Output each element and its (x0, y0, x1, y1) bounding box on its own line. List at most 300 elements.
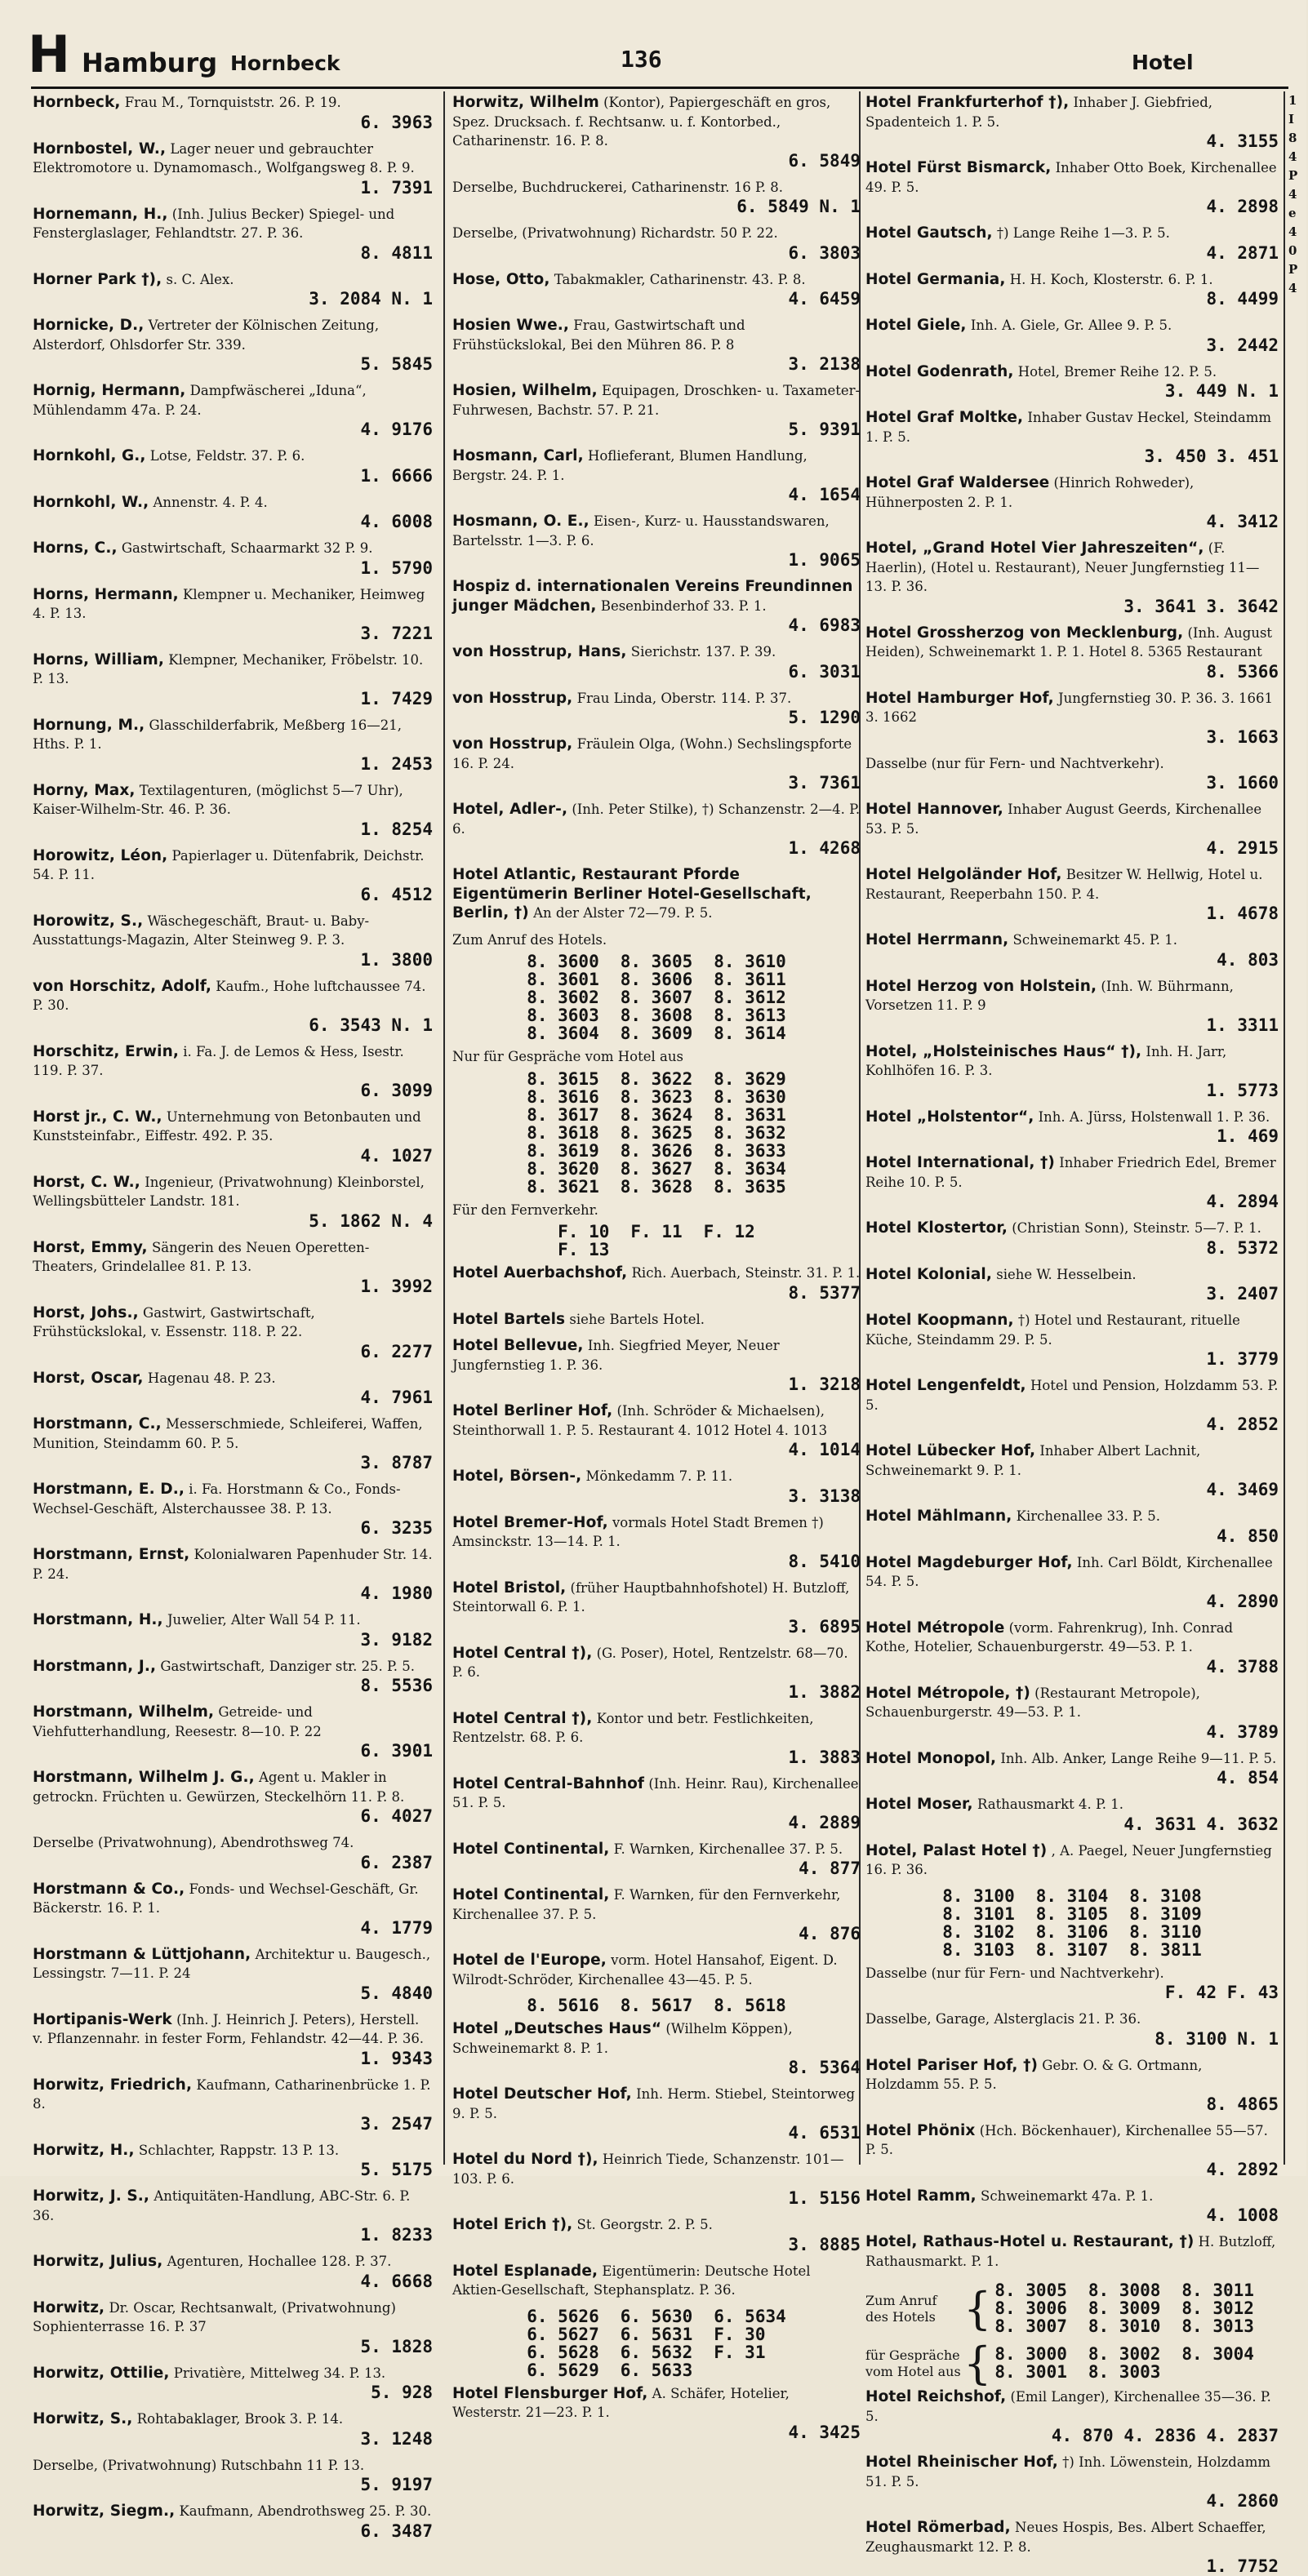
entry-name: Horstmann & Co., (33, 1880, 185, 1898)
entry-text (452, 1885, 861, 1924)
phone-number: 5. 4840 (360, 1983, 433, 2003)
entry-name: Hotel Monopol, (865, 1749, 997, 1767)
phone-number: 8. 3010 (1088, 2316, 1161, 2336)
entry-details: Kaufm., Hohe luftchaussee 74. P. 30. (33, 978, 426, 1013)
entry-name: Hornkohl, G., (33, 447, 146, 464)
entry-text (452, 178, 861, 198)
phone-number: 4. 1027 (360, 1145, 433, 1166)
entry-text (33, 1545, 433, 1583)
entry-details: Schweinemarkt 45. P. 1. (1012, 932, 1177, 948)
entry-name: Hotel Esplanade, (452, 2262, 598, 2280)
phone-number: 8. 3601 (527, 970, 599, 989)
entry-details: i. Fa. Horstmann & Co., Fonds-Wechsel-Geschäft, Alsterchaussee 38. P. 13. (33, 1481, 401, 1517)
phone-number: 3. 8787 (360, 1453, 433, 1472)
directory-entry (33, 2456, 433, 2495)
phone-number: 8. 3107 (1035, 1939, 1109, 1960)
entry-name: Horst, Johs., (33, 1304, 139, 1321)
directory-entry (865, 1795, 1279, 1834)
directory-entry (452, 2215, 861, 2254)
entry-text (452, 2085, 861, 2123)
phone-number: 8. 3622 (620, 1068, 693, 1089)
directory-entry (33, 716, 433, 774)
entry-name: Hotel Römerbad, (865, 2519, 1011, 2536)
phone-number: 6. 5629 (527, 2360, 599, 2380)
entry-name: Hotel Hannover, (865, 801, 1003, 818)
entry-details: Tabakmakler, Catharinenstr. 43. P. 8. (554, 271, 806, 287)
directory-entry (865, 158, 1279, 216)
entry-details: (Christian Sonn), Steinstr. 5—7. P. 1. (1012, 1220, 1261, 1236)
phone-number: 6. 3901 (360, 1741, 433, 1761)
phone-number: 8. 3625 (620, 1122, 693, 1143)
entry-details: Architektur u. Baugesch., Lessingstr. 7—11. P. 24 (33, 1946, 431, 1981)
directory-entry (865, 2518, 1279, 2576)
directory-entry (452, 2150, 861, 2208)
phone-number: 3. 6895 (788, 1616, 861, 1637)
directory-entry (865, 1441, 1279, 1499)
entry-text (33, 1833, 433, 1853)
phone-number: 8. 3604 (527, 1024, 599, 1043)
edge-character: 4 (1288, 224, 1297, 239)
entry-text (452, 735, 861, 773)
directory-entry (452, 381, 861, 439)
directory-entry (452, 1401, 861, 1459)
entry-name: Hotel Métropole (865, 1619, 1005, 1637)
entry-name: Horns, Hermann, (33, 585, 179, 603)
entry-text (452, 1401, 861, 1440)
directory-entry (865, 1507, 1279, 1546)
entry-text (33, 2298, 433, 2337)
entry-text (33, 1657, 433, 1677)
phone-number: 3. 7361 (788, 773, 861, 793)
entry-name: Hotel Grossherzog von Mecklenburg, (865, 624, 1184, 642)
entry-name: Horstmann, E. D., (33, 1481, 185, 1498)
directory-entry (452, 577, 861, 635)
entry-name: Hotel Bremer-Hof, (452, 1513, 608, 1531)
directory-entry (33, 1042, 433, 1100)
phone-number: 6. 3099 (360, 1080, 433, 1100)
entry-name: Hotel Graf Moltke, (865, 409, 1024, 426)
directory-entry (33, 1833, 433, 1872)
entry-details: Inhaber Gustav Heckel, Steindamm 1. P. 5. (865, 410, 1271, 445)
phone-number: 1. 6666 (360, 465, 433, 486)
entry-name: Hotel Métropole, †) (865, 1684, 1030, 1702)
entry-details: (Emil Langer), Kirchenallee 35—36. P. 5. (865, 2389, 1271, 2424)
entry-text (865, 539, 1279, 597)
entry-name: Hotel Herrmann, (865, 931, 1009, 948)
entry-text (33, 2502, 433, 2521)
entry-text (865, 754, 1279, 774)
phone-number: 3. 2442 (1206, 335, 1279, 355)
directory-entry (865, 1376, 1279, 1434)
entry-name: Horstmann, H., (33, 1611, 163, 1628)
directory-entry (865, 689, 1279, 747)
phone-number: 3. 2138 (788, 354, 861, 374)
entry-details: F. Warnken, Kirchenallee 37. P. 5. (613, 1841, 843, 1857)
entry-details: Frau M., Tornquiststr. 26. P. 19. (124, 95, 341, 110)
entry-details: Unternehmung von Betonbauten und Kunststeinfabr., Eiffestr. 492. P. 35. (33, 1108, 421, 1144)
entry-details: (Inh. Peter Stilke), †) Schanzenstr. 2—4. P. 6. (452, 802, 861, 837)
directory-entry (452, 800, 861, 858)
entry-name: Hotel du Nord †), (452, 2151, 598, 2168)
entry-text (33, 539, 433, 558)
directory-entry (452, 1264, 861, 1303)
phone-number: 3. 2407 (1206, 1284, 1279, 1304)
directory-entry (452, 178, 861, 217)
phone-number: 4. 850 (1217, 1526, 1279, 1546)
entry-name: Horstmann, J., (33, 1657, 157, 1675)
directory-entry (865, 1108, 1279, 1147)
entry-text (865, 930, 1279, 950)
entry-name: Horst, C. W., (33, 1173, 140, 1191)
entry-text (452, 800, 861, 838)
entry-details: Derselbe, (Privatwohnung) Richardstr. 50 P. 22. (452, 225, 778, 241)
entry-name: Hotel Atlantic, Restaurant Pforde Eigentümerin Berliner Hotel-Gesellschaft, Berlin, †) (452, 866, 812, 922)
phone-number: 6. 4027 (360, 1806, 433, 1826)
directory-entry (33, 781, 433, 839)
phone-number: 4. 3631 4. 3632 (1123, 1814, 1279, 1834)
directory-entry (33, 1480, 433, 1538)
directory-entry (33, 1238, 433, 1296)
entry-name: von Hosstrup, Hans, (452, 643, 627, 660)
phone-number: 8. 3609 (620, 1024, 693, 1043)
entry-text (865, 1108, 1279, 1127)
page-number: 136 (621, 46, 662, 73)
entry-details: , A. Paegel, Neuer Jungfernstieg 16. P. 36. (865, 1842, 1272, 1877)
phone-number: 4. 6459 (788, 289, 861, 309)
phone-number: 8. 3000 (994, 2344, 1067, 2364)
entry-details: Neues Hospis, Bes. Albert Schaeffer, Zeughausmarkt 12. P. 8. (865, 2520, 1266, 2555)
entry-text (865, 1619, 1279, 1657)
phone-number: 8. 3003 (1088, 2362, 1161, 2382)
entry-name: Hotel Central-Bahnhof (452, 1774, 645, 1792)
directory-entry (865, 1265, 1279, 1304)
phone-number: 4. 3425 (788, 2422, 861, 2442)
entry-details: Inh. Siegfried Meyer, Neuer Jungfernstieg 1. P. 36. (452, 1338, 780, 1373)
phone-number: 1. 8254 (360, 819, 433, 839)
entry-details: Inh. Herm. Stiebel, Steintorweg 9. P. 5. (452, 2086, 856, 2121)
directory-entry (452, 1579, 861, 1637)
phone-number: 3. 1663 (1206, 726, 1279, 747)
entry-text (865, 2010, 1279, 2029)
phone-number: 8. 3635 (714, 1176, 786, 1197)
phone-number-grid (452, 1223, 861, 1259)
brace-symbol: { (963, 2283, 992, 2334)
phone-number: 8. 3613 (714, 1006, 786, 1025)
directory-entry (33, 446, 433, 486)
entry-text (452, 642, 861, 662)
directory-entry (452, 865, 861, 923)
edge-character: e (1288, 206, 1297, 220)
directory-entry (865, 270, 1279, 309)
section-letter: H (28, 24, 70, 84)
directory-entry (865, 1311, 1279, 1369)
entry-text (865, 93, 1279, 131)
edge-character: P (1288, 168, 1298, 183)
entry-details: †) Hotel und Restaurant, rituelle Küche, Steindamm 29. P. 5. (865, 1312, 1240, 1348)
entry-text (33, 2010, 433, 2049)
entry-text (33, 1042, 433, 1081)
section-note: Zum Anruf des Hotels. (452, 931, 607, 948)
phone-number: 6. 5626 (527, 2306, 599, 2326)
entry-text (865, 1311, 1279, 1349)
directory-entry (452, 1840, 861, 1879)
directory-entry (865, 865, 1279, 923)
phone-number: 1. 2453 (360, 753, 433, 774)
entry-details: †) Lange Reihe 1—3. P. 5. (996, 225, 1170, 241)
phone-number: 1. 5156 (788, 2188, 861, 2208)
entry-name: Hotel Bellevue, (452, 1337, 584, 1354)
directory-entry (865, 1964, 1279, 2003)
entry-text (452, 2262, 861, 2300)
entry-details: s. C. Alex. (166, 271, 234, 287)
phone-number: 4. 3789 (1206, 1721, 1279, 1742)
directory-entry (865, 624, 1279, 682)
directory-entry (33, 1703, 433, 1761)
entry-text (865, 689, 1279, 727)
entry-name: Horwitz, Wilhelm (452, 94, 599, 111)
directory-entry (33, 1657, 433, 1696)
directory-entry (865, 2453, 1279, 2511)
directory-entry (452, 642, 861, 682)
phone-number: 6. 5631 (620, 2324, 693, 2344)
directory-entry (33, 1880, 433, 1938)
phone-number: 8. 5366 (1206, 661, 1279, 682)
directory-entry (33, 1108, 433, 1166)
column-left (33, 93, 433, 2541)
directory-entry (33, 585, 433, 643)
entry-text (865, 316, 1279, 335)
entry-text (33, 1703, 433, 1741)
entry-text (452, 2384, 861, 2423)
phone-number: 8. 3110 (1129, 1921, 1202, 1942)
entry-details: Juwelier, Alter Wall 54 P. 11. (167, 1612, 361, 1628)
entry-details: (Restaurant Metropole), Schauenburgerstr. 49—53. P. 1. (865, 1685, 1200, 1720)
entry-details: Kaufmann, Abendrothsweg 25. P. 30. (179, 2503, 432, 2519)
phone-number: 8. 3005 (994, 2281, 1067, 2300)
directory-entry (865, 2232, 1279, 2271)
entry-details: Frau Linda, Oberstr. 114. P. 37. (576, 690, 792, 706)
entry-details: (Inh. J. Heinrich J. Peters), Herstell. v. Pflanzennahr. in fester Form, Fehlandstr. 42—44. P. 36. (33, 2011, 425, 2046)
entry-details: Getreide- und Viehfutterhandlung, Reesestr. 8—10. P. 22 (33, 1704, 322, 1739)
phone-number: F. 13 (558, 1240, 610, 1259)
entry-text (865, 1153, 1279, 1192)
phone-number-grid (452, 2307, 861, 2379)
entry-name: Hosien Wwe., (452, 317, 570, 334)
directory-entry (452, 1310, 861, 1330)
entry-name: von Horschitz, Adolf, (33, 977, 212, 995)
phone-number: 6. 5632 (620, 2342, 693, 2362)
phone-number: 5. 9391 (788, 420, 861, 439)
entry-text (452, 1336, 861, 1375)
entry-text (452, 1774, 861, 1813)
entry-details: Besitzer W. Hellwig, Hotel u. Restaurant, Reeperbahn 150. P. 4. (865, 867, 1263, 902)
entry-name: Hotel Kolonial, (865, 1265, 993, 1283)
entry-name: Hotel Bartels (452, 1310, 566, 1328)
entry-text (33, 1173, 433, 1211)
entry-text (33, 1238, 433, 1277)
phone-number: 8. 3001 (994, 2362, 1067, 2382)
edge-character: 4 (1288, 281, 1297, 295)
phone-number-grid (994, 2345, 1254, 2381)
phone-number: 4. 1654 (788, 485, 861, 504)
entry-name: Horns, William, (33, 651, 165, 668)
phone-number: 6. 5849 (788, 150, 861, 171)
entry-details: Lager neuer und gebrauchter Elektromotore u. Dynamomasch., Wolfgangsweg 8. P. 9. (33, 140, 415, 175)
phone-number: 4. 2890 (1206, 1591, 1279, 1611)
phone-number: 4. 1014 (788, 1440, 861, 1459)
entry-details: Papierlager u. Dütenfabrik, Deichstr. 54. P. 11. (33, 847, 425, 882)
entry-text (33, 716, 433, 754)
entry-name: Horns, C., (33, 540, 118, 557)
phone-number: 8. 3631 (714, 1104, 786, 1125)
phone-number-grid (865, 1887, 1279, 1959)
entry-details: Inh. A. Giele, Gr. Allee 9. P. 5. (970, 318, 1172, 333)
entry-details: Gebr. O. & G. Ortmann, Holzdamm 55. P. 5. (865, 2057, 1203, 2092)
directory-entry (452, 689, 861, 728)
entry-name: Horner Park †), (33, 270, 162, 288)
phone-number: 8. 3624 (620, 1104, 693, 1125)
directory-entry (33, 2076, 433, 2134)
phone-number: 8. 5536 (360, 1676, 433, 1695)
phone-number: 3. 8885 (788, 2234, 861, 2254)
phone-number: 8. 3007 (994, 2316, 1067, 2336)
directory-entry (452, 93, 861, 171)
entry-name: Hornicke, D., (33, 317, 145, 334)
phone-number: 8. 3627 (620, 1158, 693, 1179)
entry-text (33, 140, 433, 178)
edge-character: 1 (1288, 93, 1297, 108)
phone-number: 8. 3602 (527, 988, 599, 1007)
directory-entry (452, 1774, 861, 1832)
entry-details: Schweinemarkt 47a. P. 1. (981, 2187, 1154, 2204)
entry-name: Hotel Lübecker Hof, (865, 1442, 1036, 1459)
entry-name: Hospiz d. internationalen Vereins Freundinnen junger Mädchen, (452, 578, 853, 615)
entry-details: Kirchenallee 33. P. 5. (1016, 1508, 1161, 1524)
entry-details: (Hch. Böckenhauer), Kirchenallee 55—57. P. 5. (865, 2122, 1268, 2157)
entry-name: Hosmann, Carl, (452, 447, 584, 464)
entry-text (33, 2252, 433, 2272)
entry-details: Gastwirt, Gastwirtschaft, Frühstückslokal, v. Essenstr. 118. P. 22. (33, 1304, 315, 1339)
entry-text (33, 781, 433, 819)
entry-name: Horwitz, Friedrich, (33, 2076, 193, 2094)
directory-entry (33, 316, 433, 374)
entry-details: Agent u. Makler in getrockn. Früchten u. Gewürzen, Steckelhörn 11. P. 8. (33, 1770, 405, 1805)
phone-number: 4. 6983 (788, 615, 861, 635)
entry-text (33, 1880, 433, 1918)
phone-number: 8. 3103 (942, 1939, 1015, 1960)
phone-number: 4. 2898 (1206, 197, 1279, 216)
phone-number: F. 11 (630, 1222, 683, 1241)
entry-details: Lotse, Feldstr. 37. P. 6. (149, 448, 305, 464)
entry-text (865, 408, 1279, 446)
phone-number-grid (452, 953, 861, 1042)
entry-details: Kolonialwaren Papenhuder Str. 14. P. 24. (33, 1547, 433, 1582)
directory-entry (452, 1644, 861, 1702)
phone-number: 8. 4865 (1206, 2094, 1279, 2114)
phone-number: 8. 3605 (620, 952, 693, 971)
page-header (0, 0, 1306, 90)
entry-details: Agenturen, Hochallee 128. P. 37. (167, 2254, 392, 2269)
phone-number: 3. 7221 (360, 623, 433, 643)
entry-details: Inh. H. Jarr, Kohlhöfen 16. P. 3. (865, 1043, 1227, 1078)
phone-number: 8. 3616 (527, 1086, 599, 1107)
entry-name: Hotel Helgoländer Hof, (865, 866, 1062, 883)
entry-name: Hotel Bristol, (452, 1579, 567, 1597)
entry-details: (Inh. W. Bührmann, Vorsetzen 11. P. 9 (865, 978, 1234, 1013)
entry-name: Hotel Hamburger Hof, (865, 689, 1054, 707)
entry-name: Hotel Germania, (865, 270, 1006, 288)
phone-number: 8. 3633 (714, 1140, 786, 1161)
directory-entry (33, 2010, 433, 2068)
directory-entry (452, 735, 861, 793)
phone-number: 8. 5364 (788, 2058, 861, 2077)
entry-details: †) Inh. Löwenstein, Holzdamm 51. P. 5. (865, 2454, 1270, 2489)
phone-number: 6. 5634 (714, 2306, 786, 2326)
header-rule (31, 87, 1288, 89)
entry-details: (Kontor), Papiergeschäft en gros, Spez. Drucksach. f. Rechtsanw. u. f. Kontorbed., Catharinenstr. 16. P. 8. (452, 95, 831, 149)
entry-name: Horwitz, Julius, (33, 2253, 163, 2270)
entry-details: Besenbinderhof 33. P. 1. (600, 597, 767, 614)
phone-number-group (865, 2278, 1279, 2340)
entry-text (452, 1840, 861, 1859)
phone-number: 4. 803 (1217, 949, 1279, 970)
entry-name: Hotel Flensburger Hof, (452, 2384, 648, 2402)
entry-details: vorm. Hotel Hansahof, Eigent. D. Wilrodt-Schröder, Kirchenallee 43—45. P. 5. (452, 1952, 838, 1988)
phone-number (1181, 2363, 1254, 2381)
entry-details: Fonds- und Wechsel-Geschäft, Gr. Bäckerstr. 16. P. 1. (33, 1881, 419, 1916)
directory-entry (33, 1415, 433, 1472)
phone-number: 8. 3009 (1088, 2298, 1161, 2318)
entry-name: Horstmann, C., (33, 1415, 162, 1432)
entry-text (865, 2121, 1279, 2160)
phone-number: 6. 5627 (527, 2324, 599, 2344)
entry-name: Hosien, Wilhelm, (452, 382, 598, 399)
directory-entry (865, 1684, 1279, 1742)
entry-name: Horwitz, Siegm., (33, 2503, 176, 2520)
entry-text (452, 1513, 861, 1552)
directory-entry (33, 2141, 433, 2180)
phone-number: 8. 3615 (527, 1068, 599, 1089)
phone-number: 1. 3218 (788, 1375, 861, 1394)
entry-name: Hotel „Holstentor“, (865, 1108, 1034, 1126)
entry-name: Hotel Pariser Hof, †) (865, 2056, 1039, 2074)
entry-text (865, 362, 1279, 382)
entry-details: Inhaber J. Giebfried, Spadenteich 1. P. 5. (865, 95, 1213, 130)
directory-entry (33, 1768, 433, 1826)
entry-details: Privatière, Mittelweg 34. P. 13. (173, 2365, 386, 2381)
entry-details: Frau, Gastwirtschaft und Frühstückslokal, Bei den Mühren 86. P. 8 (452, 318, 745, 353)
entry-text (452, 381, 861, 420)
entry-text (452, 2150, 861, 2188)
entry-details: Textilagenturen, (möglichst 5—7 Uhr), Kaiser-Wilhelm-Str. 46. P. 36. (33, 782, 403, 817)
entry-name: Hotel, Palast Hotel †) (865, 1841, 1048, 1859)
directory-entry (33, 846, 433, 904)
entry-name: Horstmann, Wilhelm, (33, 1703, 215, 1721)
entry-name: von Hosstrup, (452, 735, 573, 753)
entry-details: i. Fa. J. de Lemos & Hess, Isestr. 119. P. 37. (33, 1043, 404, 1078)
phone-number: 4. 3155 (1206, 131, 1279, 151)
phone-number: 6. 5633 (620, 2360, 693, 2380)
adjacent-page-edge (1284, 91, 1308, 2165)
entry-name: Hotel Continental, (452, 1840, 610, 1858)
phone-number: 4. 2852 (1206, 1415, 1279, 1434)
phone-number: 4. 876 (799, 1924, 861, 1943)
entry-name: Hotel Graf Waldersee (865, 474, 1050, 491)
directory-entry (452, 1513, 861, 1571)
phone-number: 1. 3800 (360, 949, 433, 970)
entry-name: Hotel, Börsen-, (452, 1468, 582, 1485)
directory-entry (865, 539, 1279, 616)
